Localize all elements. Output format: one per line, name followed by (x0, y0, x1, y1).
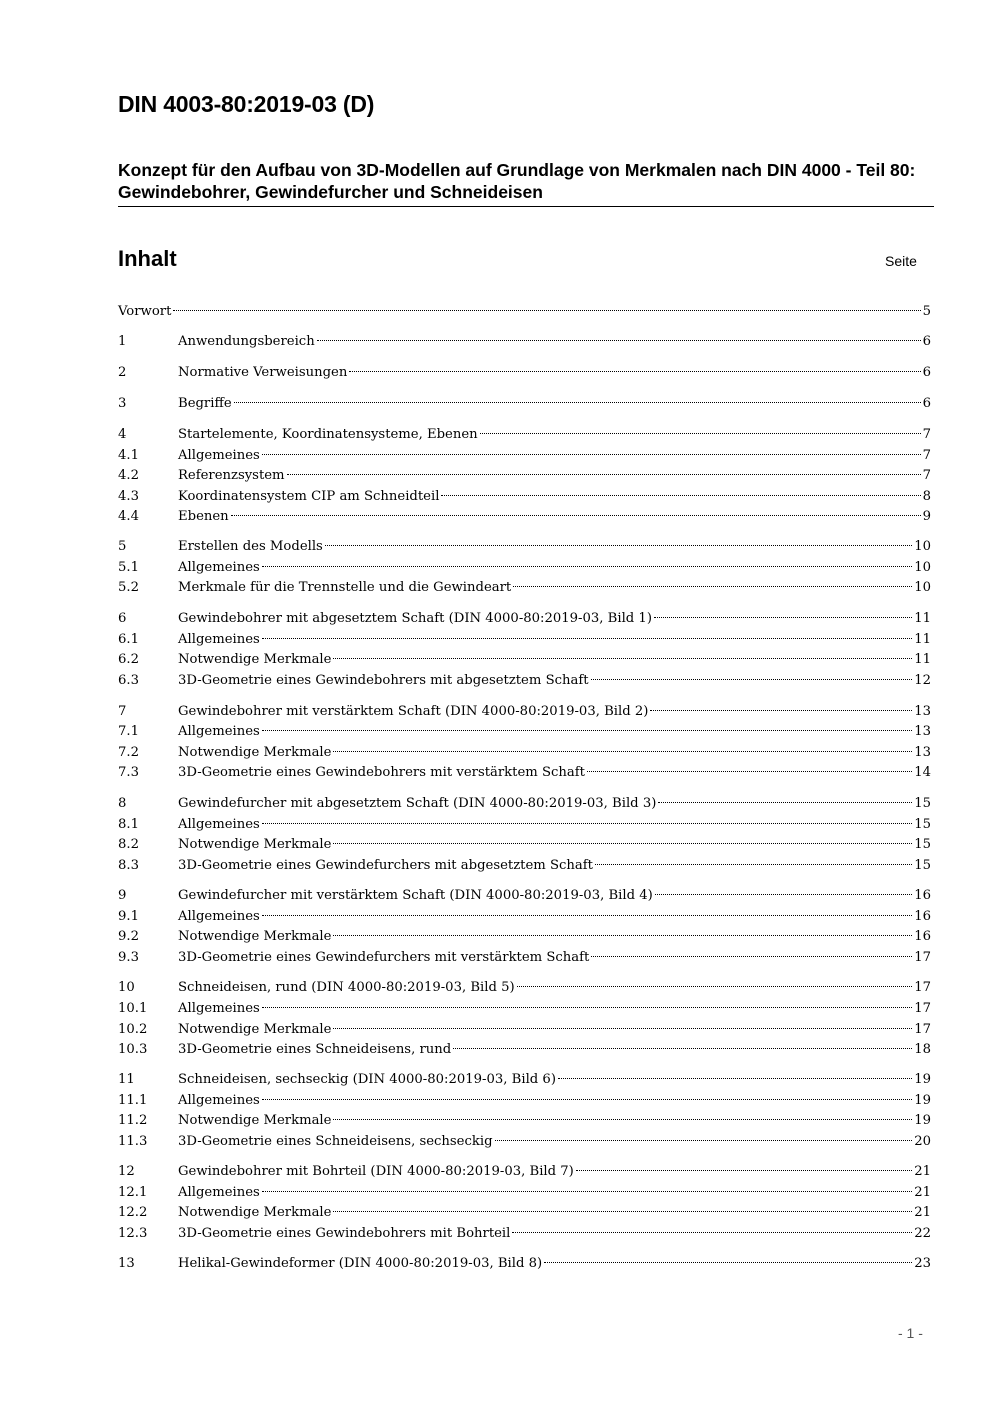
toc-heading: Inhalt (118, 246, 177, 271)
toc-entry-page: 10 (914, 580, 931, 595)
toc-dot-leader (333, 658, 912, 659)
toc-entry[interactable] (118, 609, 931, 629)
toc-entry-number: 6.1 (118, 632, 139, 647)
toc-entry-title: Notwendige Merkmale (178, 1205, 332, 1220)
document-subtitle: Konzept für den Aufbau von 3D-Modellen auf Grundlage von Merkmalen nach DIN 4000 - Teil 80: Gewindebohrer, Gewindefurcher und Schneideisen (118, 160, 916, 202)
toc-entry[interactable] (118, 978, 931, 998)
toc-entry[interactable] (118, 394, 931, 414)
toc-dot-leader (576, 1170, 912, 1171)
toc-entry-page: 14 (914, 765, 931, 780)
toc-entry-number: 10.1 (118, 1001, 148, 1016)
toc-entry-page: 6 (922, 334, 931, 349)
toc-entry[interactable] (118, 446, 931, 466)
toc-entry[interactable] (118, 1224, 931, 1244)
toc-entry[interactable] (118, 815, 931, 835)
toc-dot-leader (333, 1119, 912, 1120)
toc-entry-page: 23 (914, 1256, 931, 1271)
toc-dot-leader (262, 638, 912, 639)
toc-entry-page: 6 (922, 365, 931, 380)
toc-dot-leader (655, 894, 912, 895)
toc-entry-number: 10.3 (118, 1042, 148, 1057)
toc-entry-number: 6.2 (118, 652, 139, 667)
toc-dot-leader (262, 1007, 912, 1008)
toc-dot-leader (262, 1191, 912, 1192)
toc-dot-leader (480, 433, 921, 434)
toc-entry[interactable] (118, 1183, 931, 1203)
toc-entry-page: 15 (914, 796, 931, 811)
toc-dot-leader (262, 823, 912, 824)
toc-entry[interactable] (118, 630, 931, 650)
toc-entry-title: Referenzsystem (178, 468, 285, 483)
toc-entry-page: 6 (922, 396, 931, 411)
toc-dot-leader (650, 710, 912, 711)
toc-entry-page: 11 (914, 652, 931, 667)
toc-dot-leader (517, 986, 913, 987)
toc-dot-leader (513, 586, 912, 587)
toc-entry-title: Schneideisen, rund (DIN 4000-80:2019-03, Bild 5) (178, 980, 515, 995)
toc-entry-title: Allgemeines (178, 1093, 260, 1108)
toc-entry-page: 17 (914, 980, 931, 995)
toc-entry-title: Vorwort (118, 304, 172, 319)
toc-entry-title: 3D-Geometrie eines Schneideisens, sechseckig (178, 1134, 493, 1149)
toc-entry-number: 7.3 (118, 765, 139, 780)
toc-entry-number: 1 (118, 334, 127, 349)
toc-entry-number: 9.3 (118, 950, 139, 965)
toc-entry-page: 19 (914, 1072, 931, 1087)
toc-entry-number: 4.4 (118, 509, 139, 524)
toc-dot-leader (587, 771, 912, 772)
toc-dot-leader (495, 1140, 913, 1141)
toc-entry-page: 17 (914, 1022, 931, 1037)
toc-entry-title: 3D-Geometrie eines Gewindefurchers mit verstärktem Schaft (178, 950, 590, 965)
toc-dot-leader (654, 617, 912, 618)
toc-entry-number: 6.3 (118, 673, 139, 688)
toc-entry-page: 19 (914, 1093, 931, 1108)
toc-entry-title: Gewindefurcher mit abgesetztem Schaft (DIN 4000-80:2019-03, Bild 3) (178, 796, 657, 811)
toc-entry[interactable] (118, 671, 931, 691)
toc-entry-title: Notwendige Merkmale (178, 929, 332, 944)
toc-entry-number: 4 (118, 427, 127, 442)
toc-entry[interactable] (118, 999, 931, 1019)
toc-entry-number: 13 (118, 1256, 135, 1271)
toc-entry-title: Startelemente, Koordinatensysteme, Ebenen (178, 427, 478, 442)
toc-entry[interactable] (118, 763, 931, 783)
toc-entry-page: 13 (914, 724, 931, 739)
toc-entry-number: 5.2 (118, 580, 139, 595)
toc-entry-title: 3D-Geometrie eines Gewindebohrers mit abgesetztem Schaft (178, 673, 589, 688)
toc-entry-title: Allgemeines (178, 817, 260, 832)
toc-entry[interactable] (118, 927, 931, 947)
toc-entry-page: 15 (914, 817, 931, 832)
toc-dot-leader (658, 802, 912, 803)
toc-entry-page: 19 (914, 1113, 931, 1128)
toc-entry-title: Gewindefurcher mit verstärktem Schaft (DIN 4000-80:2019-03, Bild 4) (178, 888, 653, 903)
toc-entry-title: Erstellen des Modells (178, 539, 323, 554)
toc-entry-number: 8.2 (118, 837, 139, 852)
toc-dot-leader (591, 679, 913, 680)
toc-entry[interactable] (118, 1203, 931, 1223)
toc-dot-leader (544, 1262, 912, 1263)
toc-entry[interactable] (118, 1254, 931, 1274)
toc-entry-number: 6 (118, 611, 127, 626)
toc-entry-page: 10 (914, 539, 931, 554)
toc-entry-page: 15 (914, 858, 931, 873)
toc-entry[interactable] (118, 332, 931, 352)
toc-entry-number: 8.3 (118, 858, 139, 873)
toc-entry-title: 3D-Geometrie eines Gewindebohrers mit verstärktem Schaft (178, 765, 585, 780)
toc-dot-leader (262, 566, 912, 567)
toc-dot-leader (333, 751, 912, 752)
toc-dot-leader (333, 935, 912, 936)
toc-entry-number: 4.1 (118, 448, 139, 463)
toc-entry[interactable] (118, 702, 931, 722)
toc-entry-title: Allgemeines (178, 1185, 260, 1200)
toc-entry-title: Notwendige Merkmale (178, 745, 332, 760)
toc-entry-number: 10.2 (118, 1022, 148, 1037)
toc-entry-page: 11 (914, 632, 931, 647)
toc-entry-page: 20 (914, 1134, 931, 1149)
toc-entry[interactable] (118, 794, 931, 814)
toc-entry-page: 8 (922, 489, 931, 504)
toc-entry[interactable] (118, 487, 931, 507)
toc-dot-leader (262, 915, 912, 916)
toc-entry-number: 12.1 (118, 1185, 148, 1200)
toc-entry[interactable] (118, 1040, 931, 1060)
toc-entry-number: 12.2 (118, 1205, 148, 1220)
toc-entry-title: Allgemeines (178, 448, 260, 463)
toc-entry-page: 13 (914, 745, 931, 760)
toc-entry[interactable] (118, 466, 931, 486)
toc-entry-number: 12.3 (118, 1226, 148, 1241)
toc-entry-page: 21 (914, 1164, 931, 1179)
toc-dot-leader (333, 1211, 912, 1212)
toc-entry-title: Begriffe (178, 396, 232, 411)
toc-entry-page: 17 (914, 1001, 931, 1016)
toc-entry-title: Gewindebohrer mit verstärktem Schaft (DIN 4000-80:2019-03, Bild 2) (178, 704, 649, 719)
toc-entry-number: 11 (118, 1072, 135, 1087)
toc-entry[interactable] (118, 507, 931, 527)
toc-entry-number: 5 (118, 539, 127, 554)
toc-entry-title: 3D-Geometrie eines Schneideisens, rund (178, 1042, 452, 1057)
toc-entry-title: 3D-Geometrie eines Gewindefurchers mit abgesetztem Schaft (178, 858, 593, 873)
toc-dot-leader (287, 474, 921, 475)
toc-entry[interactable] (118, 856, 931, 876)
toc-entry-page: 21 (914, 1185, 931, 1200)
toc-entry-page: 7 (922, 468, 931, 483)
toc-entry-number: 5.1 (118, 560, 139, 575)
toc-entry-number: 10 (118, 980, 135, 995)
toc-dot-leader (262, 730, 912, 731)
toc-entry[interactable] (118, 948, 931, 968)
toc-entry[interactable] (118, 537, 931, 557)
toc-entry-page: 16 (914, 888, 931, 903)
toc-entry-page: 11 (914, 611, 931, 626)
document-title: DIN 4003-80:2019-03 (D) (118, 91, 375, 117)
toc-entry-page: 9 (922, 509, 931, 524)
toc-dot-leader (558, 1078, 912, 1079)
toc-entry-number: 11.2 (118, 1113, 148, 1128)
toc-entry-title: Normative Verweisungen (178, 365, 348, 380)
toc-dot-leader (595, 864, 912, 865)
toc-entry-page: 15 (914, 837, 931, 852)
toc-entry-title: Allgemeines (178, 560, 260, 575)
toc-entry[interactable] (118, 1020, 931, 1040)
toc-entry-number: 7 (118, 704, 127, 719)
toc-entry[interactable] (118, 1070, 931, 1090)
toc-dot-leader (317, 340, 921, 341)
toc-entry[interactable] (118, 907, 931, 927)
toc-entry-title: 3D-Geometrie eines Gewindebohrers mit Bohrteil (178, 1226, 511, 1241)
toc-entry-number: 3 (118, 396, 127, 411)
toc-entry[interactable] (118, 1111, 931, 1131)
toc-dot-leader (262, 454, 921, 455)
toc-entry[interactable] (118, 578, 931, 598)
toc-entry[interactable] (118, 743, 931, 763)
toc-entry-number: 9 (118, 888, 127, 903)
toc-entry-page: 16 (914, 929, 931, 944)
toc-entry-title: Allgemeines (178, 724, 260, 739)
toc-entry-page: 7 (922, 427, 931, 442)
toc-entry-title: Merkmale für die Trennstelle und die Gewindeart (178, 580, 512, 595)
toc-entry-page: 18 (914, 1042, 931, 1057)
toc-dot-leader (591, 956, 912, 957)
toc-entry-number: 11.1 (118, 1093, 148, 1108)
toc-entry-title: Gewindebohrer mit Bohrteil (DIN 4000-80:2019-03, Bild 7) (178, 1164, 574, 1179)
page-number-footer: - 1 - (898, 1325, 923, 1341)
toc-entry[interactable] (118, 1162, 931, 1182)
toc-entry-title: Helikal-Gewindeformer (DIN 4000-80:2019-03, Bild 8) (178, 1256, 543, 1271)
toc-entry-page: 22 (914, 1226, 931, 1241)
toc-entry[interactable] (118, 363, 931, 383)
toc-entry-page: 21 (914, 1205, 931, 1220)
toc-entry[interactable] (118, 558, 931, 578)
toc-entry[interactable] (118, 835, 931, 855)
toc-entry-page: 16 (914, 909, 931, 924)
toc-dot-leader (453, 1048, 912, 1049)
toc-entry-number: 2 (118, 365, 127, 380)
toc-dot-leader (512, 1232, 912, 1233)
toc-entry[interactable] (118, 1132, 931, 1152)
toc-entry-page: 12 (914, 673, 931, 688)
toc-dot-leader (333, 1028, 912, 1029)
toc-entry[interactable] (118, 302, 931, 322)
toc-entry[interactable] (118, 425, 931, 445)
toc-dot-leader (234, 402, 921, 403)
toc-entry-page: 5 (922, 304, 931, 319)
toc-entry-page: 7 (922, 448, 931, 463)
toc-entry-number: 4.2 (118, 468, 139, 483)
toc-entry[interactable] (118, 1091, 931, 1111)
toc-entry-title: Allgemeines (178, 909, 260, 924)
toc-dot-leader (262, 1099, 912, 1100)
toc-entry-title: Allgemeines (178, 632, 260, 647)
toc-dot-leader (441, 495, 920, 496)
toc-entry-title: Notwendige Merkmale (178, 1113, 332, 1128)
toc-entry-number: 7.2 (118, 745, 139, 760)
toc-entry-number: 9.2 (118, 929, 139, 944)
toc-entry-number: 9.1 (118, 909, 139, 924)
toc-dot-leader (349, 371, 920, 372)
toc-entry-number: 4.3 (118, 489, 139, 504)
toc-dot-leader (325, 545, 912, 546)
toc-entry-title: Anwendungsbereich (178, 334, 315, 349)
toc-dot-leader (173, 310, 920, 311)
toc-entry[interactable] (118, 650, 931, 670)
toc-entry-page: 10 (914, 560, 931, 575)
toc-entry-page: 13 (914, 704, 931, 719)
toc-dot-leader (333, 843, 912, 844)
toc-entry-title: Notwendige Merkmale (178, 1022, 332, 1037)
toc-entry-title: Notwendige Merkmale (178, 652, 332, 667)
toc-entry-title: Ebenen (178, 509, 229, 524)
toc-entry-number: 8 (118, 796, 127, 811)
toc-entry-title: Allgemeines (178, 1001, 260, 1016)
toc-entry-title: Gewindebohrer mit abgesetztem Schaft (DIN 4000-80:2019-03, Bild 1) (178, 611, 652, 626)
toc-entry-title: Schneideisen, sechseckig (DIN 4000-80:2019-03, Bild 6) (178, 1072, 556, 1087)
toc-entry-number: 11.3 (118, 1134, 148, 1149)
toc-entry-number: 8.1 (118, 817, 139, 832)
toc-entry-page: 17 (914, 950, 931, 965)
toc-dot-leader (231, 515, 921, 516)
toc-entry-title: Koordinatensystem CIP am Schneidteil (178, 489, 440, 504)
page-column-label: Seite (885, 253, 917, 269)
title-divider (118, 206, 934, 207)
toc-entry[interactable] (118, 722, 931, 742)
toc-entry[interactable] (118, 886, 931, 906)
toc-entry-number: 7.1 (118, 724, 139, 739)
toc-entry-title: Notwendige Merkmale (178, 837, 332, 852)
toc-entry-number: 12 (118, 1164, 135, 1179)
